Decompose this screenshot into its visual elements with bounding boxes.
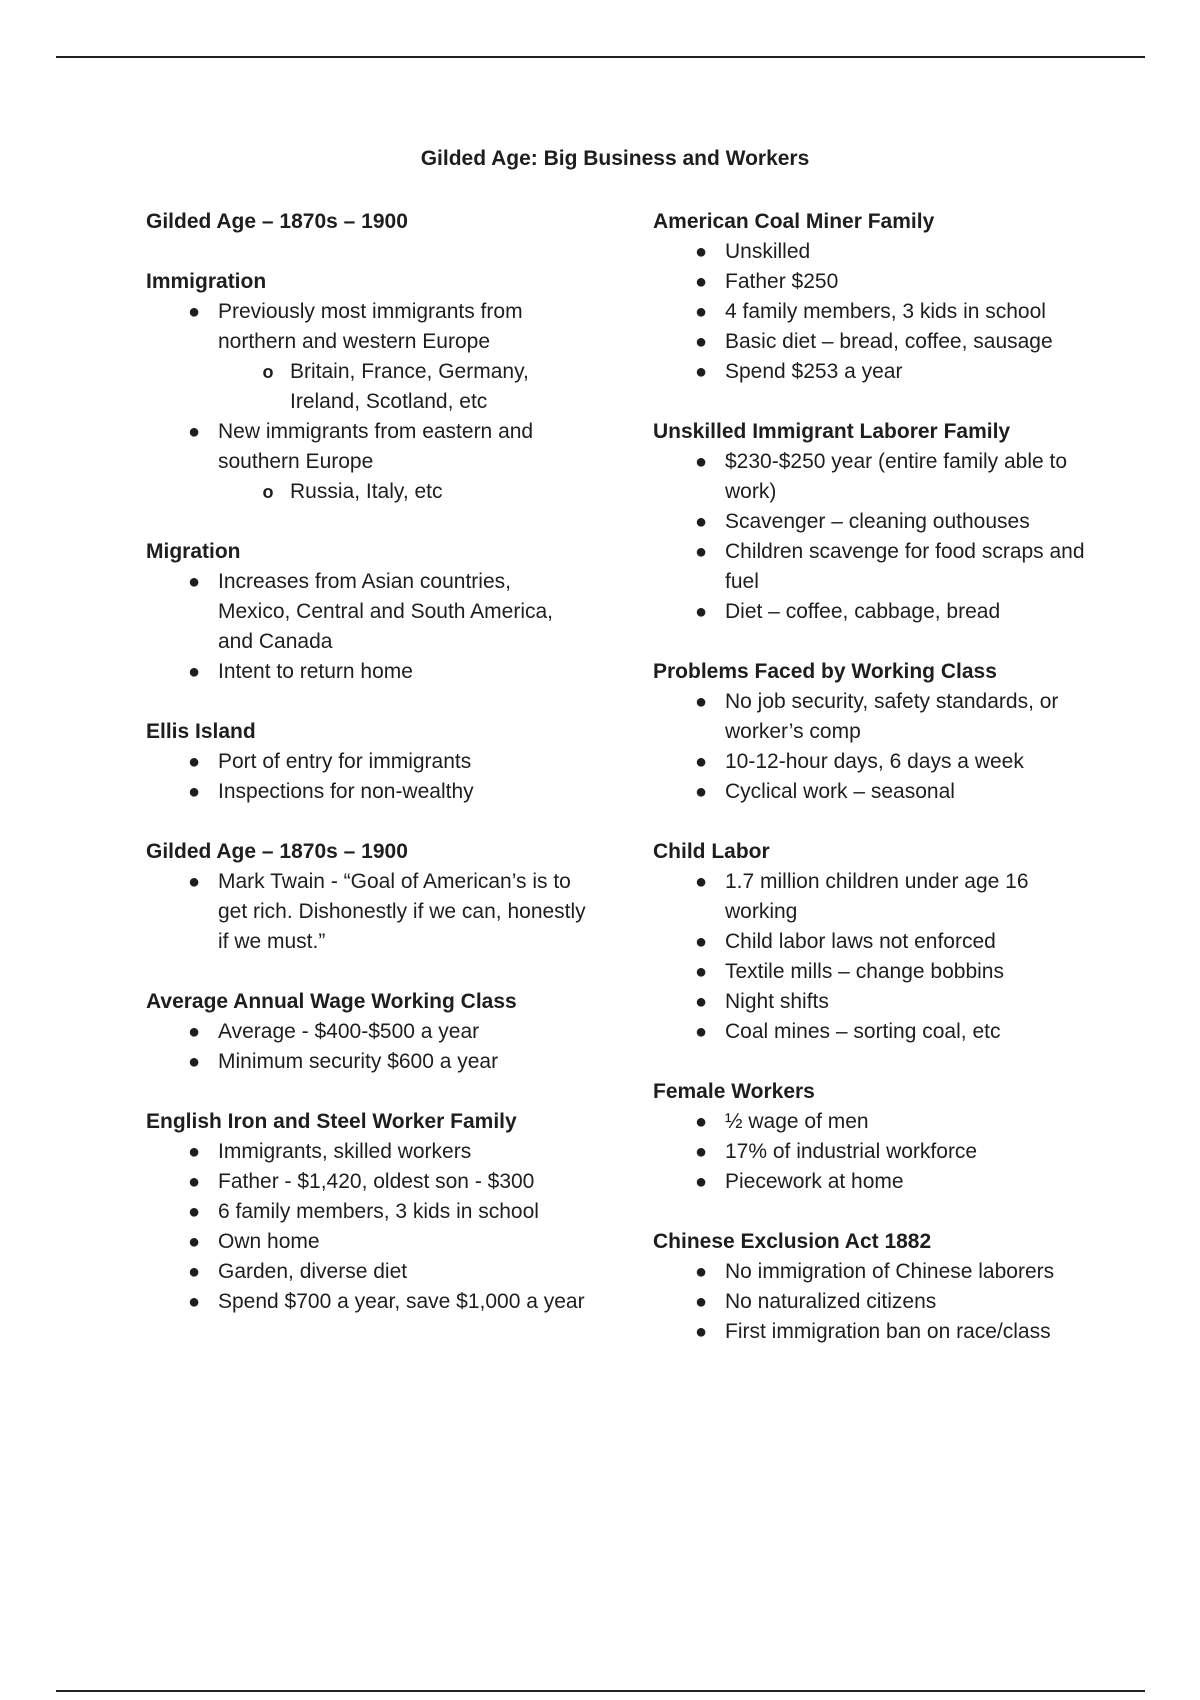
section-heading: English Iron and Steel Worker Family [146, 1110, 517, 1133]
bullet-list [146, 297, 586, 507]
list-item [653, 1287, 1093, 1317]
list-item [146, 1137, 586, 1167]
section-heading: Ellis Island [146, 720, 256, 743]
circle-bullet-icon: o [262, 362, 274, 382]
top-rule [56, 56, 1145, 58]
bullet-icon: ● [694, 871, 708, 893]
bullet-list [146, 1017, 586, 1077]
list-item [653, 1167, 1093, 1197]
list-item [653, 957, 1093, 987]
section-heading: Gilded Age – 1870s – 1900 [146, 210, 408, 233]
list-item-text: Intent to return home [218, 660, 413, 683]
list-item [653, 537, 1093, 597]
list-item-text: Children scavenge for food scraps and fuel [725, 540, 1085, 593]
list-item [653, 237, 1093, 267]
circle-bullet-icon: o [262, 482, 274, 502]
bullet-icon: ● [694, 271, 708, 293]
list-item-text: 10-12-hour days, 6 days a week [725, 750, 1024, 773]
list-item [653, 327, 1093, 357]
bullet-icon: ● [694, 241, 708, 263]
list-item-text: Basic diet – bread, coffee, sausage [725, 330, 1053, 353]
section [146, 267, 586, 507]
section [146, 207, 586, 237]
section [653, 207, 1093, 387]
bullet-icon: ● [187, 871, 201, 893]
sub-bullet-list [146, 357, 586, 417]
list-item [653, 597, 1093, 627]
bullet-icon: ● [187, 1291, 201, 1313]
sub-list-container [146, 477, 586, 507]
bullet-icon: ● [694, 541, 708, 563]
list-item [653, 987, 1093, 1017]
bullet-icon: ● [187, 421, 201, 443]
sub-bullet-list [146, 477, 586, 507]
bullet-icon: ● [694, 601, 708, 623]
list-item-text: Average - $400-$500 a year [218, 1020, 480, 1043]
section [146, 837, 586, 957]
section [146, 1107, 586, 1317]
bullet-icon: ● [187, 301, 201, 323]
bullet-icon: ● [694, 361, 708, 383]
bullet-icon: ● [694, 331, 708, 353]
list-item [146, 1017, 586, 1047]
list-item-text: Own home [218, 1230, 320, 1253]
sub-list-item [218, 357, 586, 417]
bullet-icon: ● [694, 511, 708, 533]
right-column [653, 207, 1093, 1377]
list-item-text: ½ wage of men [725, 1110, 869, 1133]
left-column [146, 207, 586, 1347]
section-heading: Gilded Age – 1870s – 1900 [146, 840, 408, 863]
bullet-list [146, 1137, 586, 1317]
sub-list-item [218, 477, 586, 507]
bullet-icon: ● [694, 991, 708, 1013]
section [653, 657, 1093, 807]
page-title: Gilded Age: Big Business and Workers [420, 147, 810, 170]
section-heading: Child Labor [653, 840, 770, 863]
bullet-icon: ● [694, 1321, 708, 1343]
list-item-text: No job security, safety standards, or worker’s comp [725, 690, 1059, 743]
list-item [146, 417, 586, 477]
bullet-list [653, 867, 1093, 1047]
list-item-text: Scavenger – cleaning outhouses [725, 510, 1030, 533]
list-item [653, 267, 1093, 297]
list-item-text: Increases from Asian countries, Mexico, Central and South America, and Canada [218, 570, 553, 653]
bullet-icon: ● [187, 751, 201, 773]
bullet-icon: ● [694, 1261, 708, 1283]
list-item [146, 777, 586, 807]
list-item [653, 1137, 1093, 1167]
list-item-text: 17% of industrial workforce [725, 1140, 978, 1163]
bullet-icon: ● [694, 781, 708, 803]
list-item-text: Port of entry for immigrants [218, 750, 472, 773]
list-item [653, 357, 1093, 387]
list-item [653, 687, 1093, 747]
list-item [653, 447, 1093, 507]
bullet-list [653, 1257, 1093, 1347]
section [146, 717, 586, 807]
bullet-list [653, 447, 1093, 627]
list-item-text: Immigrants, skilled workers [218, 1140, 472, 1163]
bullet-icon: ● [694, 1171, 708, 1193]
list-item-text: Unskilled [725, 240, 811, 263]
list-item-text: 4 family members, 3 kids in school [725, 300, 1046, 323]
bullet-icon: ● [187, 1171, 201, 1193]
section-heading: Migration [146, 540, 241, 563]
bullet-icon: ● [187, 781, 201, 803]
list-item [146, 657, 586, 687]
bottom-rule [56, 1690, 1145, 1692]
bullet-list [146, 867, 586, 957]
list-item [653, 1257, 1093, 1287]
bullet-list [653, 687, 1093, 807]
sub-list-container [146, 357, 586, 417]
list-item [146, 1227, 586, 1257]
list-item-text: Minimum security $600 a year [218, 1050, 499, 1073]
list-item-text: Piecework at home [725, 1170, 904, 1193]
list-item [146, 1257, 586, 1287]
bullet-icon: ● [694, 451, 708, 473]
section-heading: Female Workers [653, 1080, 815, 1103]
list-item [653, 777, 1093, 807]
sub-list-item-text: Russia, Italy, etc [290, 480, 443, 503]
section-heading: Immigration [146, 270, 267, 293]
list-item-text: Mark Twain - “Goal of American’s is to get rich. Dishonestly if we can, honestly if we must.” [218, 870, 586, 953]
section-heading: Chinese Exclusion Act 1882 [653, 1230, 932, 1253]
bullet-icon: ● [187, 1261, 201, 1283]
list-item [146, 1287, 586, 1317]
list-item-text: No immigration of Chinese laborers [725, 1260, 1055, 1283]
section [653, 417, 1093, 627]
bullet-icon: ● [694, 1291, 708, 1313]
bullet-list [146, 567, 586, 687]
list-item-text: Previously most immigrants from northern and western Europe [218, 300, 523, 353]
section-heading: Problems Faced by Working Class [653, 660, 997, 683]
bullet-icon: ● [187, 1231, 201, 1253]
list-item-text: Inspections for non-wealthy [218, 780, 474, 803]
list-item-text: 6 family members, 3 kids in school [218, 1200, 539, 1223]
list-item-text: Cyclical work – seasonal [725, 780, 955, 803]
section-heading: Unskilled Immigrant Laborer Family [653, 420, 1011, 443]
list-item-text: No naturalized citizens [725, 1290, 937, 1313]
bullet-icon: ● [694, 751, 708, 773]
list-item-text: Textile mills – change bobbins [725, 960, 1004, 983]
list-item [653, 1017, 1093, 1047]
list-item-text: Spend $253 a year [725, 360, 903, 383]
sub-list-item-text: Britain, France, Germany, Ireland, Scotland, etc [290, 360, 529, 413]
list-item-text: Coal mines – sorting coal, etc [725, 1020, 1001, 1043]
section [653, 1227, 1093, 1347]
list-item [653, 297, 1093, 327]
list-item [653, 867, 1093, 927]
bullet-list [653, 1107, 1093, 1197]
bullet-icon: ● [694, 931, 708, 953]
list-item [146, 1197, 586, 1227]
list-item [146, 1047, 586, 1077]
bullet-icon: ● [187, 1141, 201, 1163]
list-item-text: 1.7 million children under age 16 working [725, 870, 1029, 923]
bullet-icon: ● [694, 1021, 708, 1043]
bullet-icon: ● [694, 1111, 708, 1133]
bullet-icon: ● [187, 1201, 201, 1223]
bullet-list [146, 747, 586, 807]
list-item-text: Diet – coffee, cabbage, bread [725, 600, 1001, 623]
list-item-text: Garden, diverse diet [218, 1260, 408, 1283]
list-item-text: First immigration ban on race/class [725, 1320, 1051, 1343]
bullet-icon: ● [694, 961, 708, 983]
bullet-icon: ● [694, 1141, 708, 1163]
list-item [146, 297, 586, 357]
list-item [146, 567, 586, 657]
bullet-icon: ● [694, 301, 708, 323]
section [146, 987, 586, 1077]
list-item [653, 1107, 1093, 1137]
section [653, 1077, 1093, 1197]
bullet-icon: ● [187, 1021, 201, 1043]
bullet-list [653, 237, 1093, 387]
list-item-text: New immigrants from eastern and southern Europe [218, 420, 534, 473]
list-item-text: $230-$250 year (entire family able to work) [725, 450, 1068, 503]
list-item [146, 1167, 586, 1197]
bullet-icon: ● [187, 571, 201, 593]
list-item-text: Child labor laws not enforced [725, 930, 996, 953]
bullet-icon: ● [694, 691, 708, 713]
list-item-text: Night shifts [725, 990, 829, 1013]
list-item [653, 1317, 1093, 1347]
section-heading: American Coal Miner Family [653, 210, 935, 233]
list-item [653, 927, 1093, 957]
section-heading: Average Annual Wage Working Class [146, 990, 517, 1013]
section [653, 837, 1093, 1047]
list-item [146, 747, 586, 777]
list-item-text: Father $250 [725, 270, 839, 293]
list-item [146, 867, 586, 957]
bullet-icon: ● [187, 661, 201, 683]
list-item-text: Father - $1,420, oldest son - $300 [218, 1170, 535, 1193]
section [146, 537, 586, 687]
bullet-icon: ● [187, 1051, 201, 1073]
list-item-text: Spend $700 a year, save $1,000 a year [218, 1290, 585, 1313]
list-item [653, 747, 1093, 777]
list-item [653, 507, 1093, 537]
